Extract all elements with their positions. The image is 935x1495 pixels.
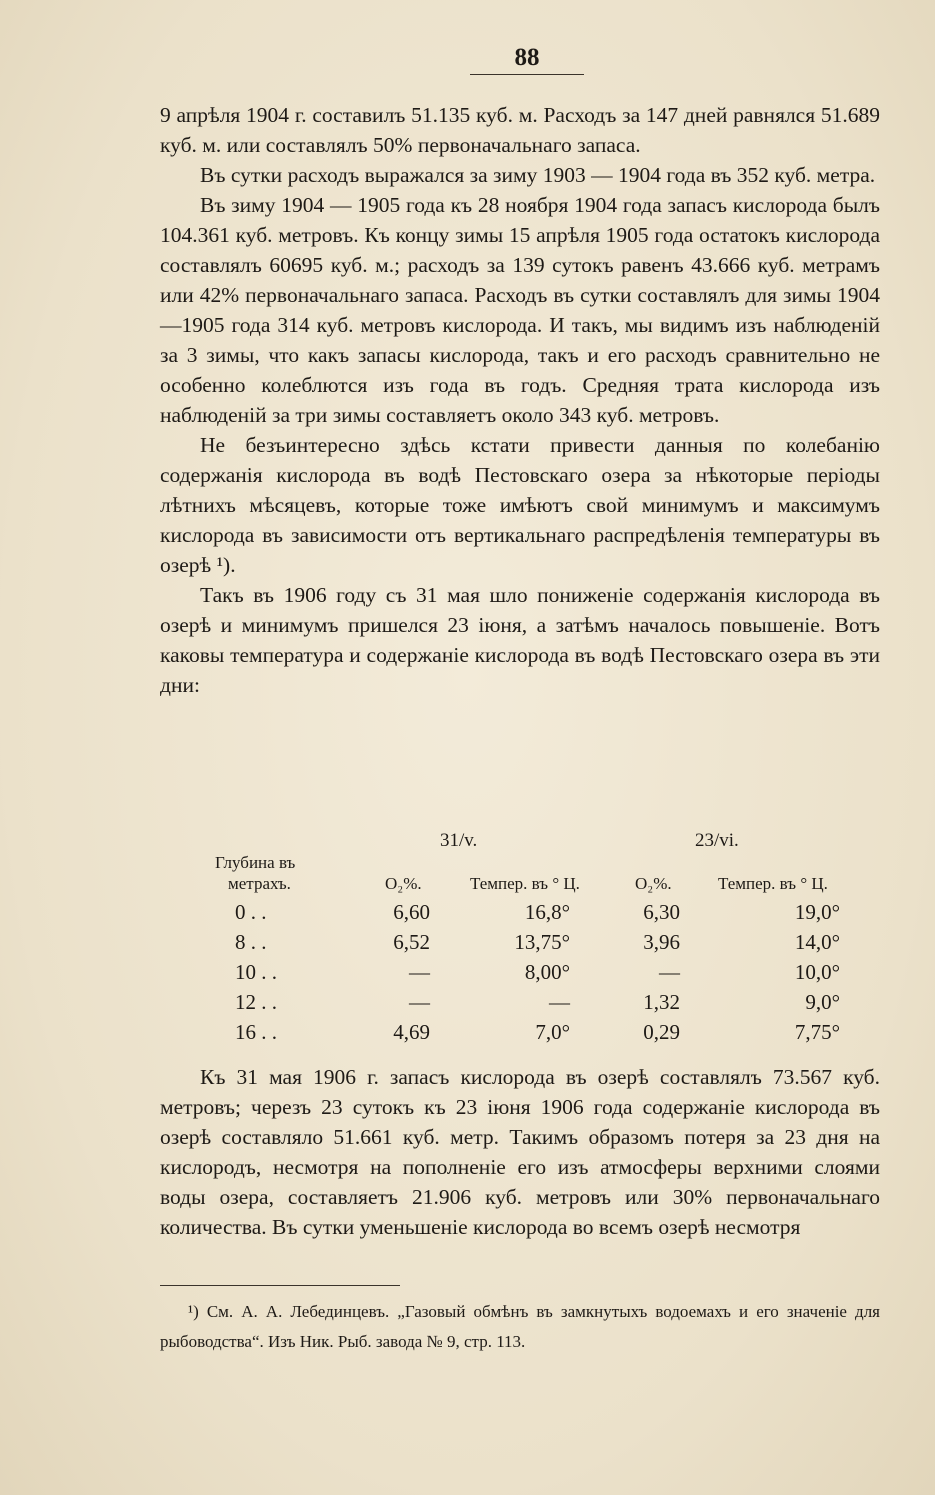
o2-a-cell: 6,52 [393, 930, 430, 954]
page-number: 88 [470, 44, 584, 75]
paragraph-1: 9 апрѣля 1904 г. составилъ 51.135 куб. м. Расходъ за 147 дней равнялся 51.689 куб. м. или составлялъ 50% первоначальнаго запаса. [160, 103, 880, 157]
o2-b-cell: 6,30 [643, 900, 680, 924]
date-header-1: 31/v. [440, 830, 478, 851]
depth-cell: 16 . . [235, 1020, 277, 1044]
footnote: ¹) См. А. А. Лебединцевъ. „Газовый обмѣнъ въ замкнутыхъ водоемахъ и его значеніе для рыбоводства“. Изъ Ник. Рыб. завода № 9, стр. 113. [160, 1302, 880, 1351]
paragraph-6: Къ 31 мая 1906 г. запасъ кислорода въ озерѣ составлялъ 73.567 куб. метровъ; черезъ 23 сутокъ къ 23 іюня 1906 года содержаніе кислорода въ озерѣ составляло 51.661 куб. метр. Такимъ образомъ потеря за 23 дня на кислородъ, несмотря на пополненіе его изъ атмосферы верхними слоями воды озера, составляетъ 21.906 куб. метровъ или 30% первоначальнаго количества. Въ сутки уменьшеніе кислорода во всемъ озерѣ несмотря [160, 1065, 880, 1239]
o2-b-cell: 3,96 [643, 930, 680, 954]
temp-a-cell: 13,75° [514, 930, 570, 954]
o2-a-cell: 6,60 [393, 900, 430, 924]
depth-cell: 10 . . [235, 960, 277, 984]
temp-a-cell: 7,0° [535, 1020, 570, 1044]
paragraph-3: Въ зиму 1904 — 1905 года къ 28 ноября 1904 года запасъ кислорода былъ 104.361 куб. метровъ. Къ концу зимы 15 апрѣля 1905 года остатокъ кислорода составлялъ 60695 куб. м.; расходъ за 139 сутокъ равенъ 43.666 куб. метрамъ или 42% первоначальнаго запаса. Расходъ въ сутки составлялъ для зимы 1904—1905 года 314 куб. метровъ кислорода. И такъ, мы видимъ изъ наблюденій за 3 зимы, что какъ запасы кислорода, такъ и его расходъ сравнительно не особенно колеблются изъ года въ годъ. Средняя трата кислорода изъ наблюденій за три зимы составляетъ около 343 куб. метровъ. [160, 193, 880, 427]
depth-cell: 8 . . [235, 930, 267, 954]
temp-b-cell: 7,75° [794, 1020, 840, 1044]
o2-a-cell: 4,69 [393, 1020, 430, 1044]
depth-header-line2: метрахъ. [228, 874, 291, 893]
temp-b-cell: 9,0° [805, 990, 840, 1014]
paragraph-5: Такъ въ 1906 году съ 31 мая шло пониженіе содержанія кислорода въ озерѣ и минимумъ пришелся 23 іюня, а затѣмъ началось повышеніе. Вотъ каковы температура и содержаніе кислорода въ водѣ Пестовскаго озера въ эти дни: [160, 583, 880, 697]
o2-a-cell: — [409, 960, 430, 984]
paragraph-4: Не безъинтересно здѣсь кстати привести данныя по колебанію содержанія кислорода въ водѣ Пестовскаго озера за нѣкоторые періоды лѣтнихъ мѣсяцевъ, которые тоже имѣютъ свой минимумъ и максимумъ кислорода въ зависимости отъ вертикальнаго распредѣленія температуры въ озерѣ ¹). [160, 433, 880, 577]
o2-header-2: O₂%. [635, 874, 672, 893]
o2-header-1: O₂%. [385, 874, 422, 893]
temp-b-cell: 19,0° [794, 900, 840, 924]
o2-b-cell: 0,29 [643, 1020, 680, 1044]
temp-b-cell: 10,0° [794, 960, 840, 984]
after-table-text [160, 1062, 880, 1242]
o2-a-cell: — [409, 990, 430, 1014]
o2-b-cell: 1,32 [643, 990, 680, 1014]
temp-a-cell: 16,8° [524, 900, 570, 924]
date-header-2: 23/vi. [695, 830, 739, 851]
temp-header-2: Темпер. въ ° Ц. [718, 874, 828, 893]
footnote-divider [160, 1285, 400, 1286]
o2-b-cell: — [659, 960, 680, 984]
paragraph-2: Въ сутки расходъ выражался за зиму 1903 — 1904 года въ 352 куб. метра. [200, 163, 876, 187]
depth-cell: 12 . . [235, 990, 277, 1014]
temp-a-cell: 8,00° [524, 960, 570, 984]
depth-header-line1: Глубина въ [215, 853, 296, 872]
temp-a-cell: — [549, 990, 570, 1014]
depth-cell: 0 . . [235, 900, 267, 924]
temp-b-cell: 14,0° [794, 930, 840, 954]
body-text [160, 100, 880, 700]
temp-header-1: Темпер. въ ° Ц. [470, 874, 580, 893]
